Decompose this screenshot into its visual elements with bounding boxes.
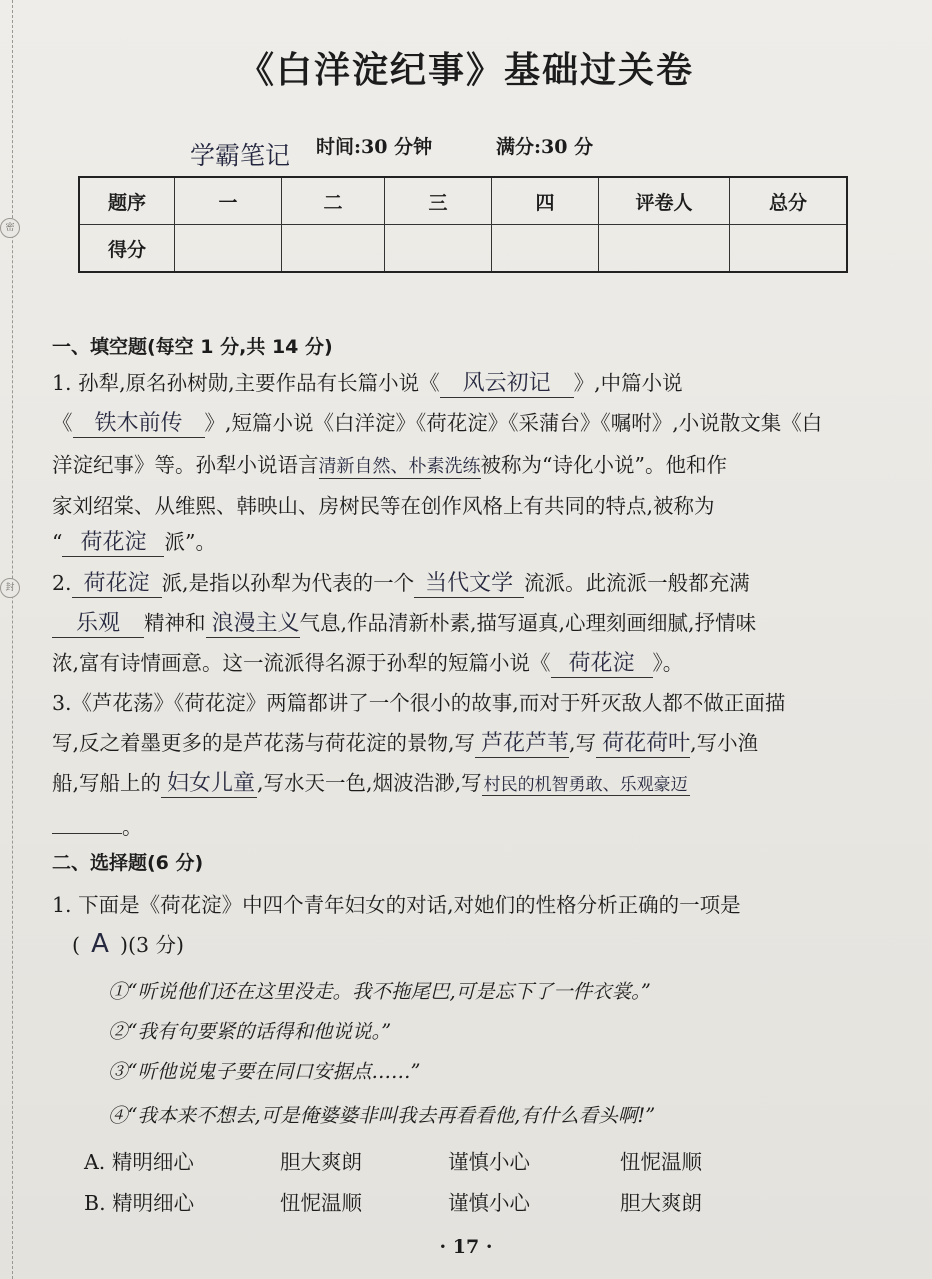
table-cell: 三 [385,177,492,225]
question-3-line-3: 船,写船上的 妇女儿童,写水天一色,烟波浩渺,写 村民的机智勇敢、乐观豪迈 [52,766,690,798]
score-cell[interactable] [599,225,730,273]
page-number: · 17 · [439,1236,493,1258]
table-cell: 评卷人 [599,177,730,225]
answer-blank[interactable]: 当代文学 [414,566,524,598]
question-3-line-4: 。 [52,810,143,840]
choice-question-1: 1. 下面是《荷花淀》中四个青年妇女的对话,对她们的性格分析正确的一项是 [52,893,741,917]
table-cell: 题序 [79,177,175,225]
choice-answer[interactable]: A [91,929,109,959]
question-3-line-1: 3.《芦花荡》《荷花淀》两篇都讲了一个很小的故事,而对于歼灭敌人都不做正面描 [52,691,786,715]
table-row [79,225,847,273]
option-a-trait-2: 胆大爽朗 [280,1150,362,1174]
question-2-line-2: 乐观 精神和 浪漫主义气息,作品清新朴素,描写逼真,心理刻画细腻,抒情味 [52,606,756,638]
option-a-label[interactable]: A. 精明细心 [84,1150,194,1174]
answer-blank[interactable]: 乐观 [52,606,144,638]
question-1-line-1: 1. 孙犁,原名孙树勋,主要作品有长篇小说《 风云初记 》,中篇小说 [52,366,683,398]
answer-blank[interactable]: 芦花芦苇 [475,726,569,758]
dialogue-quote-3: ③“听他说鬼子要在同口安据点……” [108,1060,421,1083]
option-a-trait-3: 谨慎小心 [448,1150,530,1174]
answer-blank[interactable]: 荷花淀 [62,525,164,557]
dialogue-quote-4: ④“我本来不想去,可是俺婆婆非叫我去再看看他,有什么看头啊!” [108,1104,656,1127]
score-cell[interactable] [282,225,385,273]
option-b-trait-4: 胆大爽朗 [620,1191,702,1215]
margin-mark-seal: 密 [0,218,20,238]
binding-line [12,0,13,1279]
question-1-line-2: 《 铁木前传 》,短篇小说《白洋淀》《荷花淀》《采蒲台》《嘱咐》,小说散文集《白 [52,406,822,438]
option-b-label[interactable]: B. 精明细心 [84,1191,195,1215]
question-2-line-1: 2. 荷花淀 派,是指以孙犁为代表的一个 当代文学 流派。此流派一般都充满 [52,566,750,598]
answer-blank[interactable]: 荷花荷叶 [596,726,690,758]
answer-blank[interactable]: 风云初记 [440,366,574,398]
option-a-trait-4: 忸怩温顺 [620,1150,702,1174]
score-cell[interactable] [175,225,282,273]
answer-blank-continued[interactable] [52,813,122,834]
dialogue-quote-1: ①“听说他们还在这里没走。我不拖尾巴,可是忘下了一件衣裳。” [108,980,651,1003]
table-cell: 四 [492,177,599,225]
option-b-trait-2: 忸怩温顺 [280,1191,362,1215]
answer-blank[interactable]: 村民的机智勇敢、乐观豪迈 [482,770,690,796]
table-cell: 总分 [730,177,848,225]
question-1-line-5: “ 荷花淀 派”。 [52,525,216,557]
score-cell[interactable] [492,225,599,273]
table-cell: 得分 [79,225,175,273]
dialogue-quote-2: ②“我有句要紧的话得和他说说。” [108,1020,392,1043]
margin-mark-seal: 封 [0,578,20,598]
answer-blank[interactable]: 荷花淀 [72,566,162,598]
question-1-line-3: 洋淀纪事》等。孙犁小说语言清新自然、朴素洗练被称为“诗化小说”。他和作 [52,453,727,477]
table-cell: 一 [175,177,282,225]
answer-blank[interactable]: 铁木前传 [73,406,205,438]
option-b-trait-3: 谨慎小心 [448,1191,530,1215]
answer-blank[interactable]: 荷花淀 [551,646,653,678]
score-cell[interactable] [730,225,848,273]
exam-time: 时间:30 分钟 [316,136,433,158]
answer-blank[interactable]: 妇女儿童 [161,766,257,798]
section-heading-choice: 二、选择题(6 分) [52,852,204,874]
question-2-line-3: 浓,富有诗情画意。这一流派得名源于孙犁的短篇小说《 荷花淀 》。 [52,646,683,678]
question-1-line-4: 家刘绍棠、从维熙、韩映山、房树民等在创作风格上有共同的特点,被称为 [52,494,715,518]
page-title: 《白洋淀纪事》基础过关卷 [237,49,694,91]
answer-blank[interactable]: 清新自然、朴素洗练 [319,452,481,479]
table-cell: 二 [282,177,385,225]
question-3-line-2: 写,反之着墨更多的是芦花荡与荷花淀的景物,写 芦花芦苇,写 荷花荷叶,写小渔 [52,726,758,758]
answer-blank[interactable]: 浪漫主义 [206,606,300,638]
section-heading-fill-in: 一、填空题(每空 1 分,共 14 分) [52,336,333,358]
brand-handwritten: 学霸笔记 [190,141,291,170]
full-score: 满分:30 分 [496,136,594,158]
score-table [78,176,848,273]
choice-answer-line: ( A )(3 分) [72,929,185,959]
table-row [79,177,847,225]
score-cell[interactable] [385,225,492,273]
